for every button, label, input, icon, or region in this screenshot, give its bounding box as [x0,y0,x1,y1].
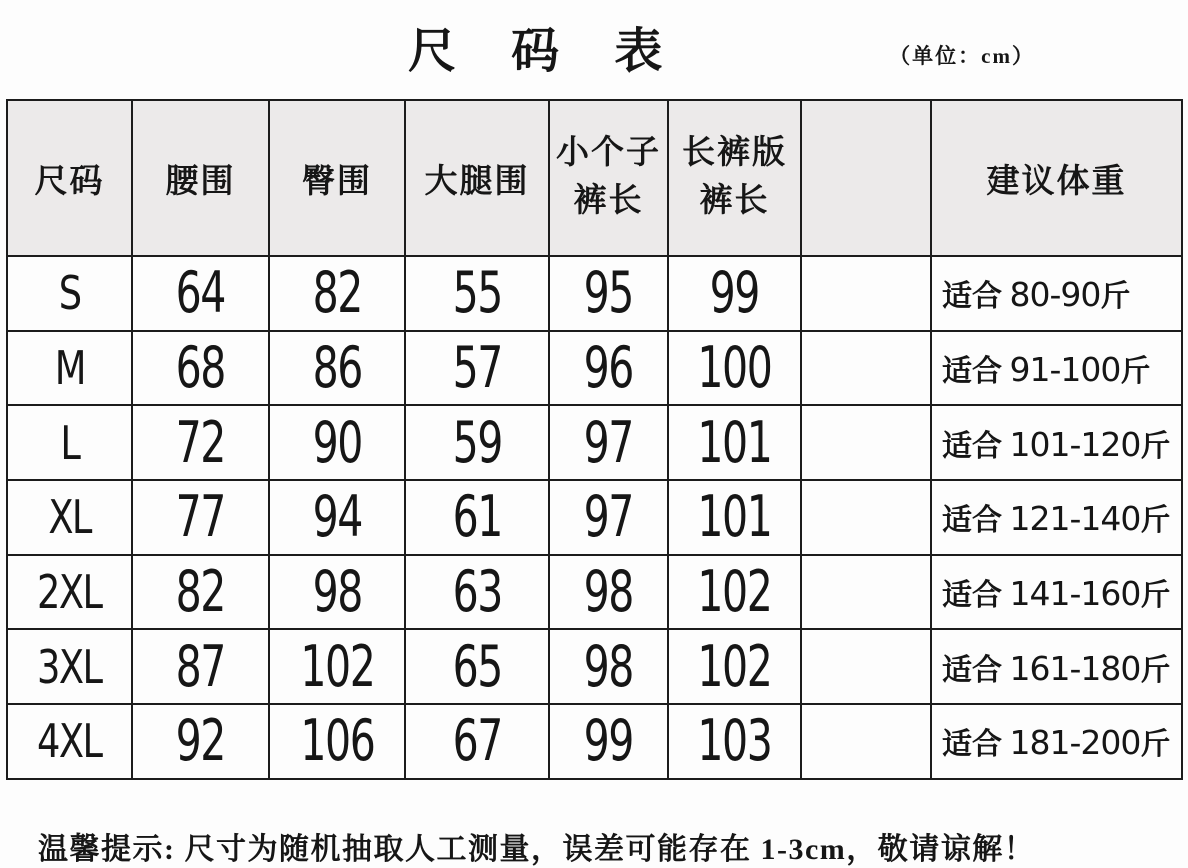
cell-petite-length [549,629,668,704]
waist-value: 92 [175,708,226,775]
weight-value [942,723,1171,763]
petite-length-value: 96 [583,335,634,402]
header-long-line1: 长裤版 [682,135,787,172]
header-waist [132,100,269,256]
weight-value [942,424,1171,464]
waist-value: 82 [175,559,226,626]
long-length-value: 101 [697,409,772,476]
header-size-label: 尺码 [34,163,105,200]
cell-empty [801,331,931,406]
cell-waist [132,704,269,779]
table-row [7,405,1182,480]
weight-unit: 斤 [1140,728,1171,762]
cell-long-length [668,405,801,480]
table-row [7,555,1182,630]
hip-value: 86 [312,335,362,402]
long-length-value: 99 [709,260,760,327]
weight-unit: 斤 [1140,504,1171,538]
long-length-value: 102 [697,633,772,700]
weight-value [942,574,1171,614]
thigh-value: 67 [452,708,502,775]
cell-hip [269,704,405,779]
table-header-row [7,100,1182,256]
weight-label: 适合 [942,280,1002,314]
cell-long-length [668,480,801,555]
cell-waist [132,480,269,555]
cell-petite-length [549,704,668,779]
weight-label: 适合 [942,355,1002,389]
cell-long-length [668,256,801,331]
thigh-value: 55 [452,260,502,327]
header-hip-label: 臀围 [302,163,372,200]
cell-waist [132,405,269,480]
cell-hip [269,480,405,555]
weight-label: 适合 [942,653,1002,687]
hip-value: 94 [312,484,362,551]
cell-weight [931,704,1182,779]
size-value: L [60,415,79,470]
cell-long-length [668,629,801,704]
cell-long-length [668,555,801,630]
weight-label: 适合 [942,728,1002,762]
cell-size [7,480,132,555]
header-petite-line2: 裤长 [573,183,644,219]
table-row [7,480,1182,555]
cell-empty [801,629,931,704]
cell-long-length [668,331,801,406]
cell-empty [801,405,931,480]
long-length-value: 102 [697,559,772,626]
cell-petite-length [549,405,668,480]
weight-unit: 斤 [1140,429,1171,463]
waist-value: 72 [175,409,226,476]
size-table [6,99,1183,780]
hip-value: 90 [312,409,362,476]
header-petite-length [549,100,668,256]
hip-value: 102 [299,633,374,700]
weight-range: 121-140 [1009,499,1141,539]
header-long-line2: 裤长 [699,183,770,219]
table-row [7,629,1182,704]
weight-range: 101-120 [1009,424,1141,464]
page-title: 尺 码 表 [407,25,684,78]
table-row [7,331,1182,406]
header-thigh-label: 大腿围 [424,163,530,200]
weight-unit: 斤 [1100,280,1131,314]
weight-range: 141-160 [1009,574,1141,614]
cell-petite-length [549,256,668,331]
cell-empty [801,704,931,779]
cell-size [7,256,132,331]
footer-note: 温馨提示: 尺寸为随机抽取人工测量，误差可能存在 1-3cm，敬请谅解！ [38,833,1036,866]
hip-value: 98 [312,559,362,626]
cell-thigh [405,256,549,331]
weight-value [942,350,1151,390]
cell-size [7,629,132,704]
weight-label: 适合 [942,429,1002,463]
size-value: 3XL [37,639,102,694]
table-row [7,256,1182,331]
thigh-value: 61 [452,484,502,551]
long-length-value: 100 [697,335,772,402]
thigh-value: 59 [452,409,502,476]
size-value: 4XL [37,714,102,769]
cell-empty [801,480,931,555]
cell-weight [931,629,1182,704]
petite-length-value: 98 [583,633,634,700]
hip-value: 106 [299,708,374,775]
header-long-length [668,100,801,256]
weight-range: 181-200 [1009,723,1141,763]
cell-weight [931,256,1182,331]
weight-label: 适合 [942,579,1002,613]
header-petite-line1: 小个子 [556,135,661,172]
cell-hip [269,629,405,704]
hip-value: 82 [312,260,362,327]
cell-weight [931,480,1182,555]
cell-empty [801,555,931,630]
petite-length-value: 97 [583,484,634,551]
cell-long-length [668,704,801,779]
thigh-value: 63 [452,559,502,626]
cell-hip [269,256,405,331]
header-empty [801,100,931,256]
cell-hip [269,555,405,630]
weight-range: 80-90 [1009,275,1101,315]
size-value: S [58,266,81,321]
cell-thigh [405,480,549,555]
header-weight [931,100,1182,256]
cell-petite-length [549,555,668,630]
petite-length-value: 95 [583,260,634,327]
cell-thigh [405,555,549,630]
cell-waist [132,256,269,331]
cell-weight [931,555,1182,630]
waist-value: 87 [175,633,226,700]
cell-thigh [405,405,549,480]
header-waist-label: 腰围 [165,163,236,200]
long-length-value: 103 [697,708,772,775]
cell-petite-length [549,480,668,555]
cell-petite-length [549,331,668,406]
long-length-value: 101 [697,484,772,551]
size-value: 2XL [37,565,102,620]
petite-length-value: 97 [583,409,634,476]
cell-thigh [405,704,549,779]
cell-waist [132,331,269,406]
waist-value: 64 [175,260,226,327]
weight-value [942,499,1171,539]
table-row [7,704,1182,779]
weight-range: 161-180 [1009,648,1141,688]
unit-label: （单位：cm） [889,44,1035,68]
weight-value [942,275,1131,315]
header-thigh [405,100,549,256]
size-value: XL [48,490,91,545]
size-value: M [54,341,85,396]
weight-unit: 斤 [1140,653,1171,687]
weight-label: 适合 [942,504,1002,538]
cell-weight [931,405,1182,480]
petite-length-value: 99 [583,708,634,775]
cell-waist [132,629,269,704]
thigh-value: 65 [452,633,502,700]
cell-waist [132,555,269,630]
cell-thigh [405,629,549,704]
cell-thigh [405,331,549,406]
thigh-value: 57 [452,335,502,402]
cell-weight [931,331,1182,406]
weight-range: 91-100 [1009,350,1121,390]
header-weight-label: 建议体重 [986,163,1127,200]
weight-value [942,648,1171,688]
weight-unit: 斤 [1120,355,1151,389]
cell-hip [269,405,405,480]
cell-size [7,704,132,779]
cell-empty [801,256,931,331]
waist-value: 68 [175,335,226,402]
cell-size [7,331,132,406]
cell-size [7,405,132,480]
petite-length-value: 98 [583,559,634,626]
weight-unit: 斤 [1140,579,1171,613]
waist-value: 77 [175,484,226,551]
header-hip [269,100,405,256]
cell-size [7,555,132,630]
header-size [7,100,132,256]
cell-hip [269,331,405,406]
